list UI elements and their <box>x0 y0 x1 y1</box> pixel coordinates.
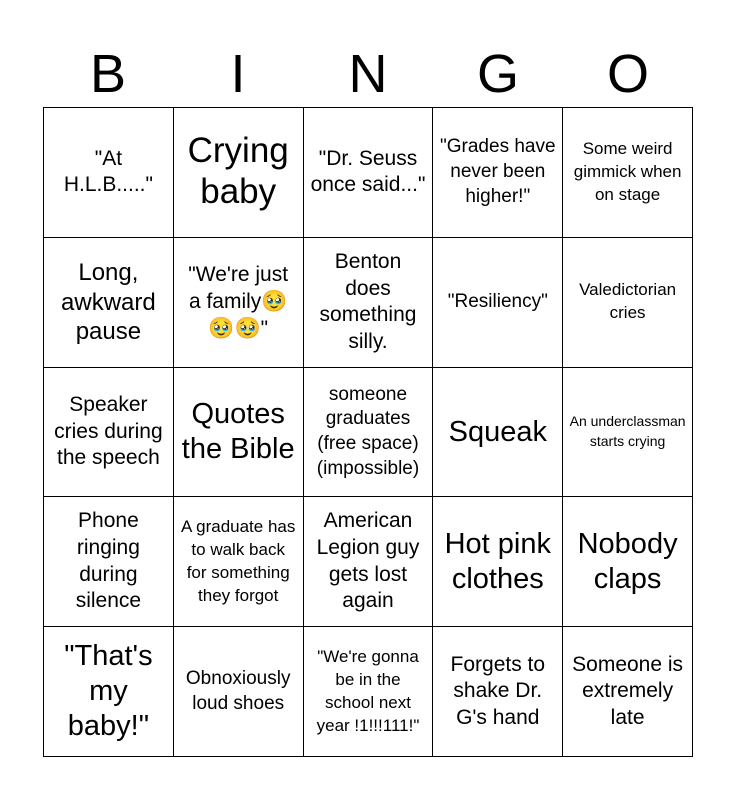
bingo-cell-r4-c1[interactable] <box>44 497 174 627</box>
cell-text: "Dr. Seuss once said..." <box>310 146 426 197</box>
cell-text: "We're gonna be in the school next year !1!!!111!" <box>316 646 420 735</box>
bingo-cell-r4-c4[interactable] <box>433 497 563 627</box>
header-letter-b: B <box>89 44 127 104</box>
bingo-cell-r3-c5[interactable] <box>563 368 693 498</box>
cell-text: Benton does something silly. <box>319 249 417 353</box>
bingo-cell-r4-c5[interactable] <box>563 497 693 627</box>
cell-text: someone graduates (free space) (impossible) <box>316 383 420 479</box>
header-letter-o: O <box>606 44 649 104</box>
header-letter-i: I <box>230 44 246 104</box>
bingo-board <box>43 107 693 757</box>
bingo-cell-r4-c3[interactable] <box>304 497 434 627</box>
bingo-cell-r3-c3[interactable] <box>304 368 434 498</box>
bingo-cell-r4-c2[interactable] <box>174 497 304 627</box>
cell-text: Speaker cries during the speech <box>54 393 163 470</box>
bingo-cell-r5-c1[interactable] <box>44 627 174 757</box>
bingo-cell-r2-c1[interactable] <box>44 238 174 368</box>
cell-text: "At H.L.B....." <box>63 146 153 197</box>
cell-text: Phone ringing during silence <box>75 509 142 613</box>
header-letter-g: G <box>476 44 519 104</box>
bingo-cell-r1-c1[interactable] <box>44 108 174 238</box>
bingo-cell-r3-c1[interactable] <box>44 368 174 498</box>
bingo-cell-r1-c2[interactable] <box>174 108 304 238</box>
cell-text: American Legion guy gets lost again <box>316 509 420 613</box>
bingo-cell-r5-c4[interactable] <box>433 627 563 757</box>
cell-text: Forgets to shake Dr. G's hand <box>450 652 546 729</box>
bingo-cell-r5-c5[interactable] <box>563 627 693 757</box>
bingo-cell-r2-c2[interactable] <box>174 238 304 368</box>
cell-text: "We're just a family🥹🥹🥹" <box>188 263 289 340</box>
bingo-header <box>43 40 693 108</box>
cell-text: "That's my baby!" <box>64 640 153 742</box>
cell-text: A graduate has to walk back for something they forgot <box>181 516 296 605</box>
cell-text: "Grades have never been higher!" <box>440 136 556 207</box>
cell-text: Quotes the Bible <box>181 398 295 465</box>
cell-text: Long, awkward pause <box>61 259 156 345</box>
bingo-cell-r1-c5[interactable] <box>563 108 693 238</box>
cell-text: Hot pink clothes <box>444 527 551 595</box>
bingo-cell-r3-c4[interactable] <box>433 368 563 498</box>
cell-text: Valedictorian cries <box>579 280 677 323</box>
bingo-cell-r5-c2[interactable] <box>174 627 304 757</box>
bingo-cell-r2-c5[interactable] <box>563 238 693 368</box>
cell-text: Someone is extremely late <box>572 652 684 729</box>
cell-text: Crying baby <box>187 131 289 212</box>
cell-text: Some weird gimmick when on stage <box>573 138 682 204</box>
bingo-cell-r3-c2[interactable] <box>174 368 304 498</box>
bingo-cell-r5-c3[interactable] <box>304 627 434 757</box>
cell-text: "Resiliency" <box>447 290 548 312</box>
bingo-cell-r1-c4[interactable] <box>433 108 563 238</box>
bingo-cell-r2-c4[interactable] <box>433 238 563 368</box>
bingo-cell-r1-c3[interactable] <box>304 108 434 238</box>
cell-text: Obnoxiously loud shoes <box>185 667 291 714</box>
cell-text: Nobody claps <box>577 527 678 595</box>
cell-text: An underclassman starts crying <box>569 413 686 449</box>
header-letter-n: N <box>348 44 388 104</box>
cell-text: Squeak <box>448 415 547 448</box>
bingo-cell-r2-c3[interactable] <box>304 238 434 368</box>
